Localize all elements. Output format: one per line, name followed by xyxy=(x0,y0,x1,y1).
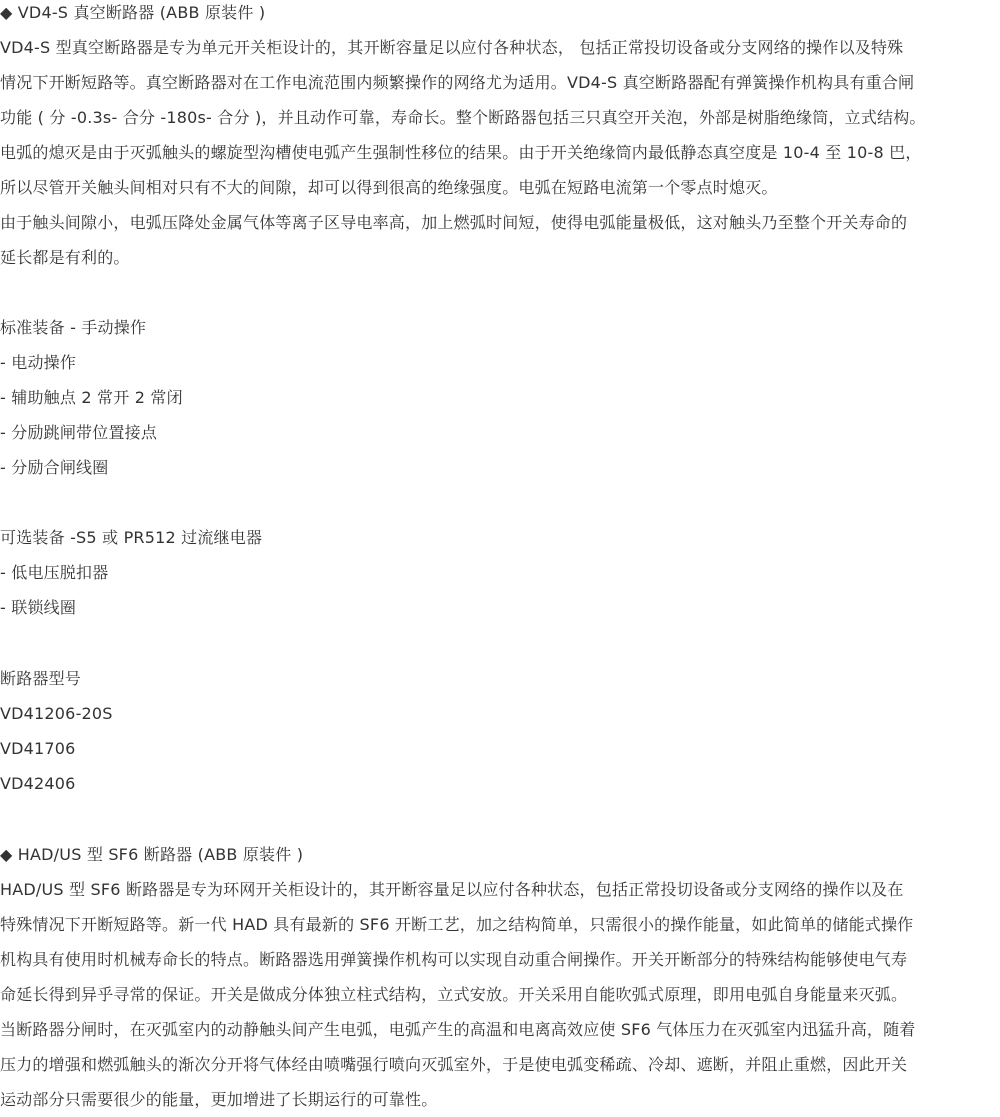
list-item: - 辅助触点 2 常开 2 常闭 xyxy=(0,388,183,407)
vd4s-paragraph-line: 所以尽管开关触头间相对只有不大的间隙，却可以得到很高的绝缘强度。电弧在短路电流第一个零点时熄灭。 xyxy=(0,178,778,197)
breaker-models-section xyxy=(0,661,1000,801)
optional-equipment-title: 可选装备 -S5 或 PR512 过流继电器 xyxy=(0,528,263,547)
list-item: VD41206-20S xyxy=(0,704,113,723)
vd4s-paragraph-line: 电弧的熄灭是由于灭弧触头的螺旋型沟槽使电弧产生强制性移位的结果。由于开关绝缘筒内最低静态真空度是 10-4 至 10-8 巴， xyxy=(0,143,922,162)
had-us-section xyxy=(0,837,1000,1117)
had-us-paragraph-line: 机构具有使用时机械寿命长的特点。断路器选用弹簧操作机构可以实现自动重合闸操作。开关开断部分的特殊结构能够使电气寿 xyxy=(0,950,908,969)
had-us-paragraph-line: HAD/US 型 SF6 断路器是专为环网开关柜设计的，其开断容量足以应付各种状态，包括正常投切设备或分支网络的操作以及在 xyxy=(0,880,904,899)
had-us-paragraph-line: 运动部分只需要很少的能量，更加增进了长期运行的可靠性。 xyxy=(0,1090,438,1109)
had-us-paragraph-line: 命延长得到异乎寻常的保证。开关是做成分体独立柱式结构，立式安放。开关采用自能吹弧式原理，即用电弧自身能量来灭弧。 xyxy=(0,985,908,1004)
list-item: - 分励合闸线圈 xyxy=(0,458,109,477)
had-us-paragraph-line: 特殊情况下开断短路等。新一代 HAD 具有最新的 SF6 开断工艺，加之结构简单，只需很小的操作能量，如此简单的储能式操作 xyxy=(0,915,914,934)
had-us-heading: ◆ HAD/US 型 SF6 断路器 (ABB 原装件 ) xyxy=(0,845,304,864)
vd4s-paragraph-line: 由于触头间隙小，电弧压降处金属气体等离子区导电率高，加上燃弧时间短，使得电弧能量极低，这对触头乃至整个开关寿命的 xyxy=(0,213,908,232)
list-item: VD41706 xyxy=(0,739,76,758)
vd4s-heading: ◆ VD4-S 真空断路器 (ABB 原装件 ) xyxy=(0,3,266,22)
vd4s-paragraph-line: VD4-S 型真空断路器是专为单元开关柜设计的，其开断容量足以应付各种状态， 包括正常投切设备或分支网络的操作以及特殊 xyxy=(0,38,904,57)
vd4s-paragraph-line: 情况下开断短路等。真空断路器对在工作电流范围内频繁操作的网络尤为适用。VD4-S 真空断路器配有弹簧操作机构具有重合闸 xyxy=(0,73,915,92)
list-item: - 分励跳闸带位置接点 xyxy=(0,423,158,442)
had-us-paragraph-line: 当断路器分闸时，在灭弧室内的动静触头间产生电弧，电弧产生的高温和电离高效应使 SF6 气体压力在灭弧室内迅猛升高，随着 xyxy=(0,1020,916,1039)
vd4s-paragraph-line: 延长都是有利的。 xyxy=(0,248,130,267)
list-item: VD42406 xyxy=(0,774,76,793)
list-item: - 低电压脱扣器 xyxy=(0,563,109,582)
list-item: - 电动操作 xyxy=(0,353,77,372)
vd4s-paragraph-line: 功能 ( 分 -0.3s- 合分 -180s- 合分 )，并且动作可靠，寿命长。整个断路器包括三只真空开关泡，外部是树脂绝缘筒，立式结构。 xyxy=(0,108,926,127)
vd4s-section xyxy=(0,0,1000,275)
list-item: - 联锁线圈 xyxy=(0,598,77,617)
standard-equipment-title: 标准装备 - 手动操作 xyxy=(0,318,147,337)
had-us-paragraph-line: 压力的增强和燃弧触头的渐次分开将气体经由喷嘴强行喷向灭弧室外，于是使电弧变稀疏、冷却、遮断，并阻止重燃，因此开关 xyxy=(0,1055,908,1074)
breaker-models-title: 断路器型号 xyxy=(0,669,82,688)
standard-equipment-section xyxy=(0,310,1000,485)
optional-equipment-section xyxy=(0,520,1000,625)
